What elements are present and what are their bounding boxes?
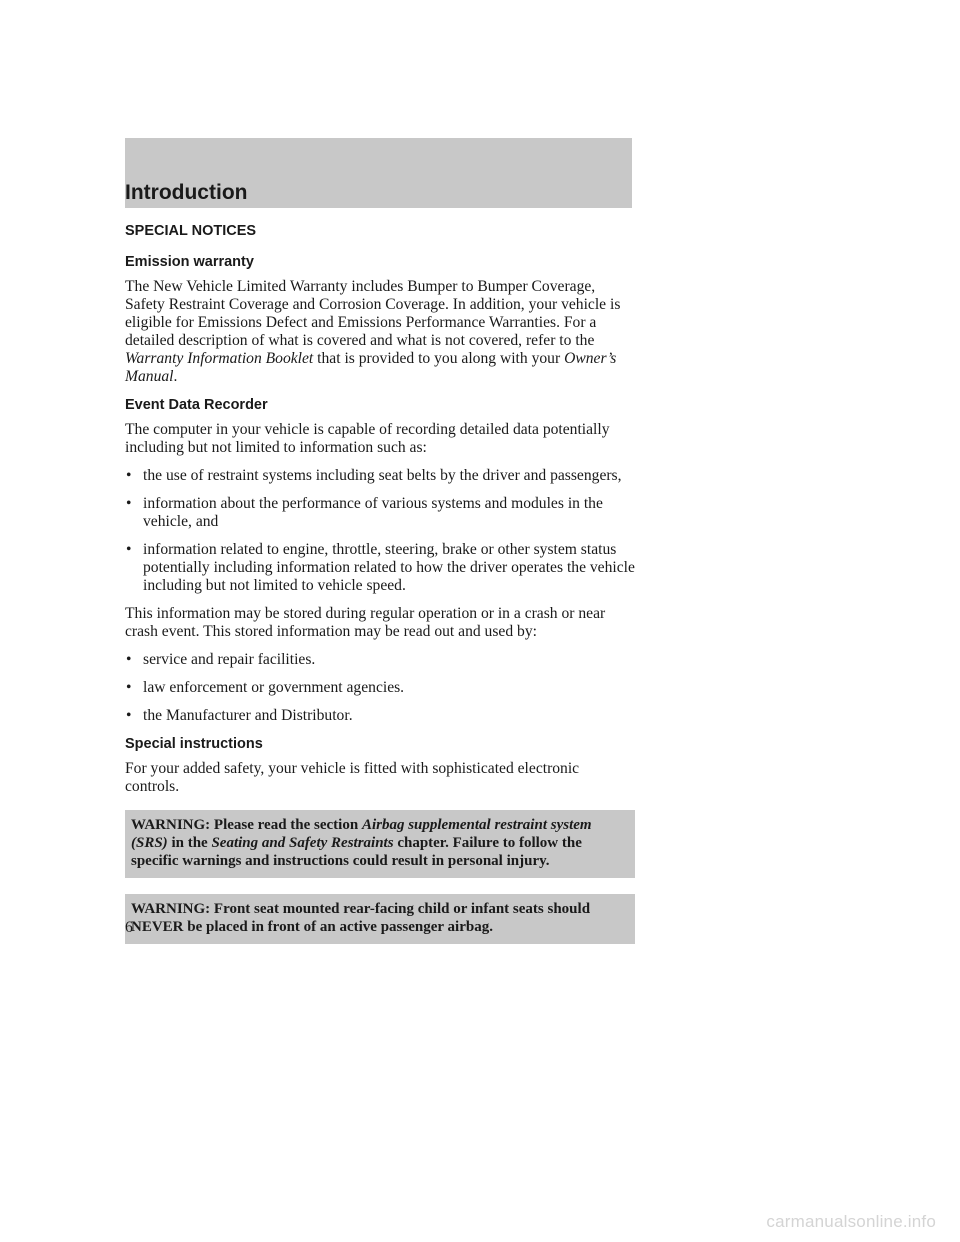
- special-instructions-text: For your added safety, your vehicle is fitted with sophisticated electronic controls.: [125, 760, 580, 795]
- emission-warranty-text: The New Vehicle Limited Warranty includes Bumper to Bumper Coverage, Safety Restraint Coverage and Corrosion Coverage. In addition, your vehicle is eligible for Emissions Defect and Emissions Performance Warranties. For a detailed description of what is covered and what is not covered, refer to the Warranty Information Booklet that is provided to you along with your Owner’s Manual.: [125, 278, 621, 385]
- page-number: 6: [125, 919, 133, 936]
- airbag-warning-box: WARNING: Please read the section Airbag supplemental restraint system (SRS) in the Seating and Safety Restraints chapter. Failure to follow the specific warnings and instructions could result in personal injury.: [125, 810, 635, 878]
- warranty-booklet-ref: Warranty Information Booklet: [125, 350, 314, 367]
- edr-stored-text: This information may be stored during regular operation or in a crash or near crash event. This stored information may be read out and used by:: [125, 605, 606, 640]
- section-title: SPECIAL NOTICES: [125, 223, 257, 239]
- list-item: • information about the performance of various systems and modules in the vehicle, and: [126, 495, 603, 530]
- emission-warranty-heading: Emission warranty: [125, 254, 254, 270]
- header-band: [125, 138, 632, 208]
- list-item: • law enforcement or government agencies.: [126, 679, 405, 696]
- edr-recorded-list: [125, 467, 635, 595]
- list-item: • the Manufacturer and Distributor.: [126, 707, 353, 724]
- page-content: [125, 222, 635, 960]
- list-item: • service and repair facilities.: [126, 651, 316, 668]
- edr-users-list: [125, 651, 635, 725]
- chapter-title: Introduction: [125, 181, 248, 204]
- watermark: carmanualsonline.info: [766, 1212, 936, 1231]
- special-instructions-heading: Special instructions: [125, 736, 263, 752]
- child-seat-warning-box: WARNING: Front seat mounted rear-facing child or infant seats should NEVER be placed in front of an active passenger airbag.: [125, 894, 635, 944]
- event-data-recorder-heading: Event Data Recorder: [125, 397, 268, 413]
- list-item: • information related to engine, throttle, steering, brake or other system status potentially including information related to how the driver operates the vehicle including but not limited to vehicle speed.: [126, 541, 635, 594]
- edr-intro-text: The computer in your vehicle is capable of recording detailed data potentially including but not limited to information such as:: [125, 421, 610, 456]
- owners-manual-ref: Owner’s Manual: [125, 350, 617, 385]
- list-item: • the use of restraint systems including seat belts by the driver and passengers,: [126, 467, 622, 484]
